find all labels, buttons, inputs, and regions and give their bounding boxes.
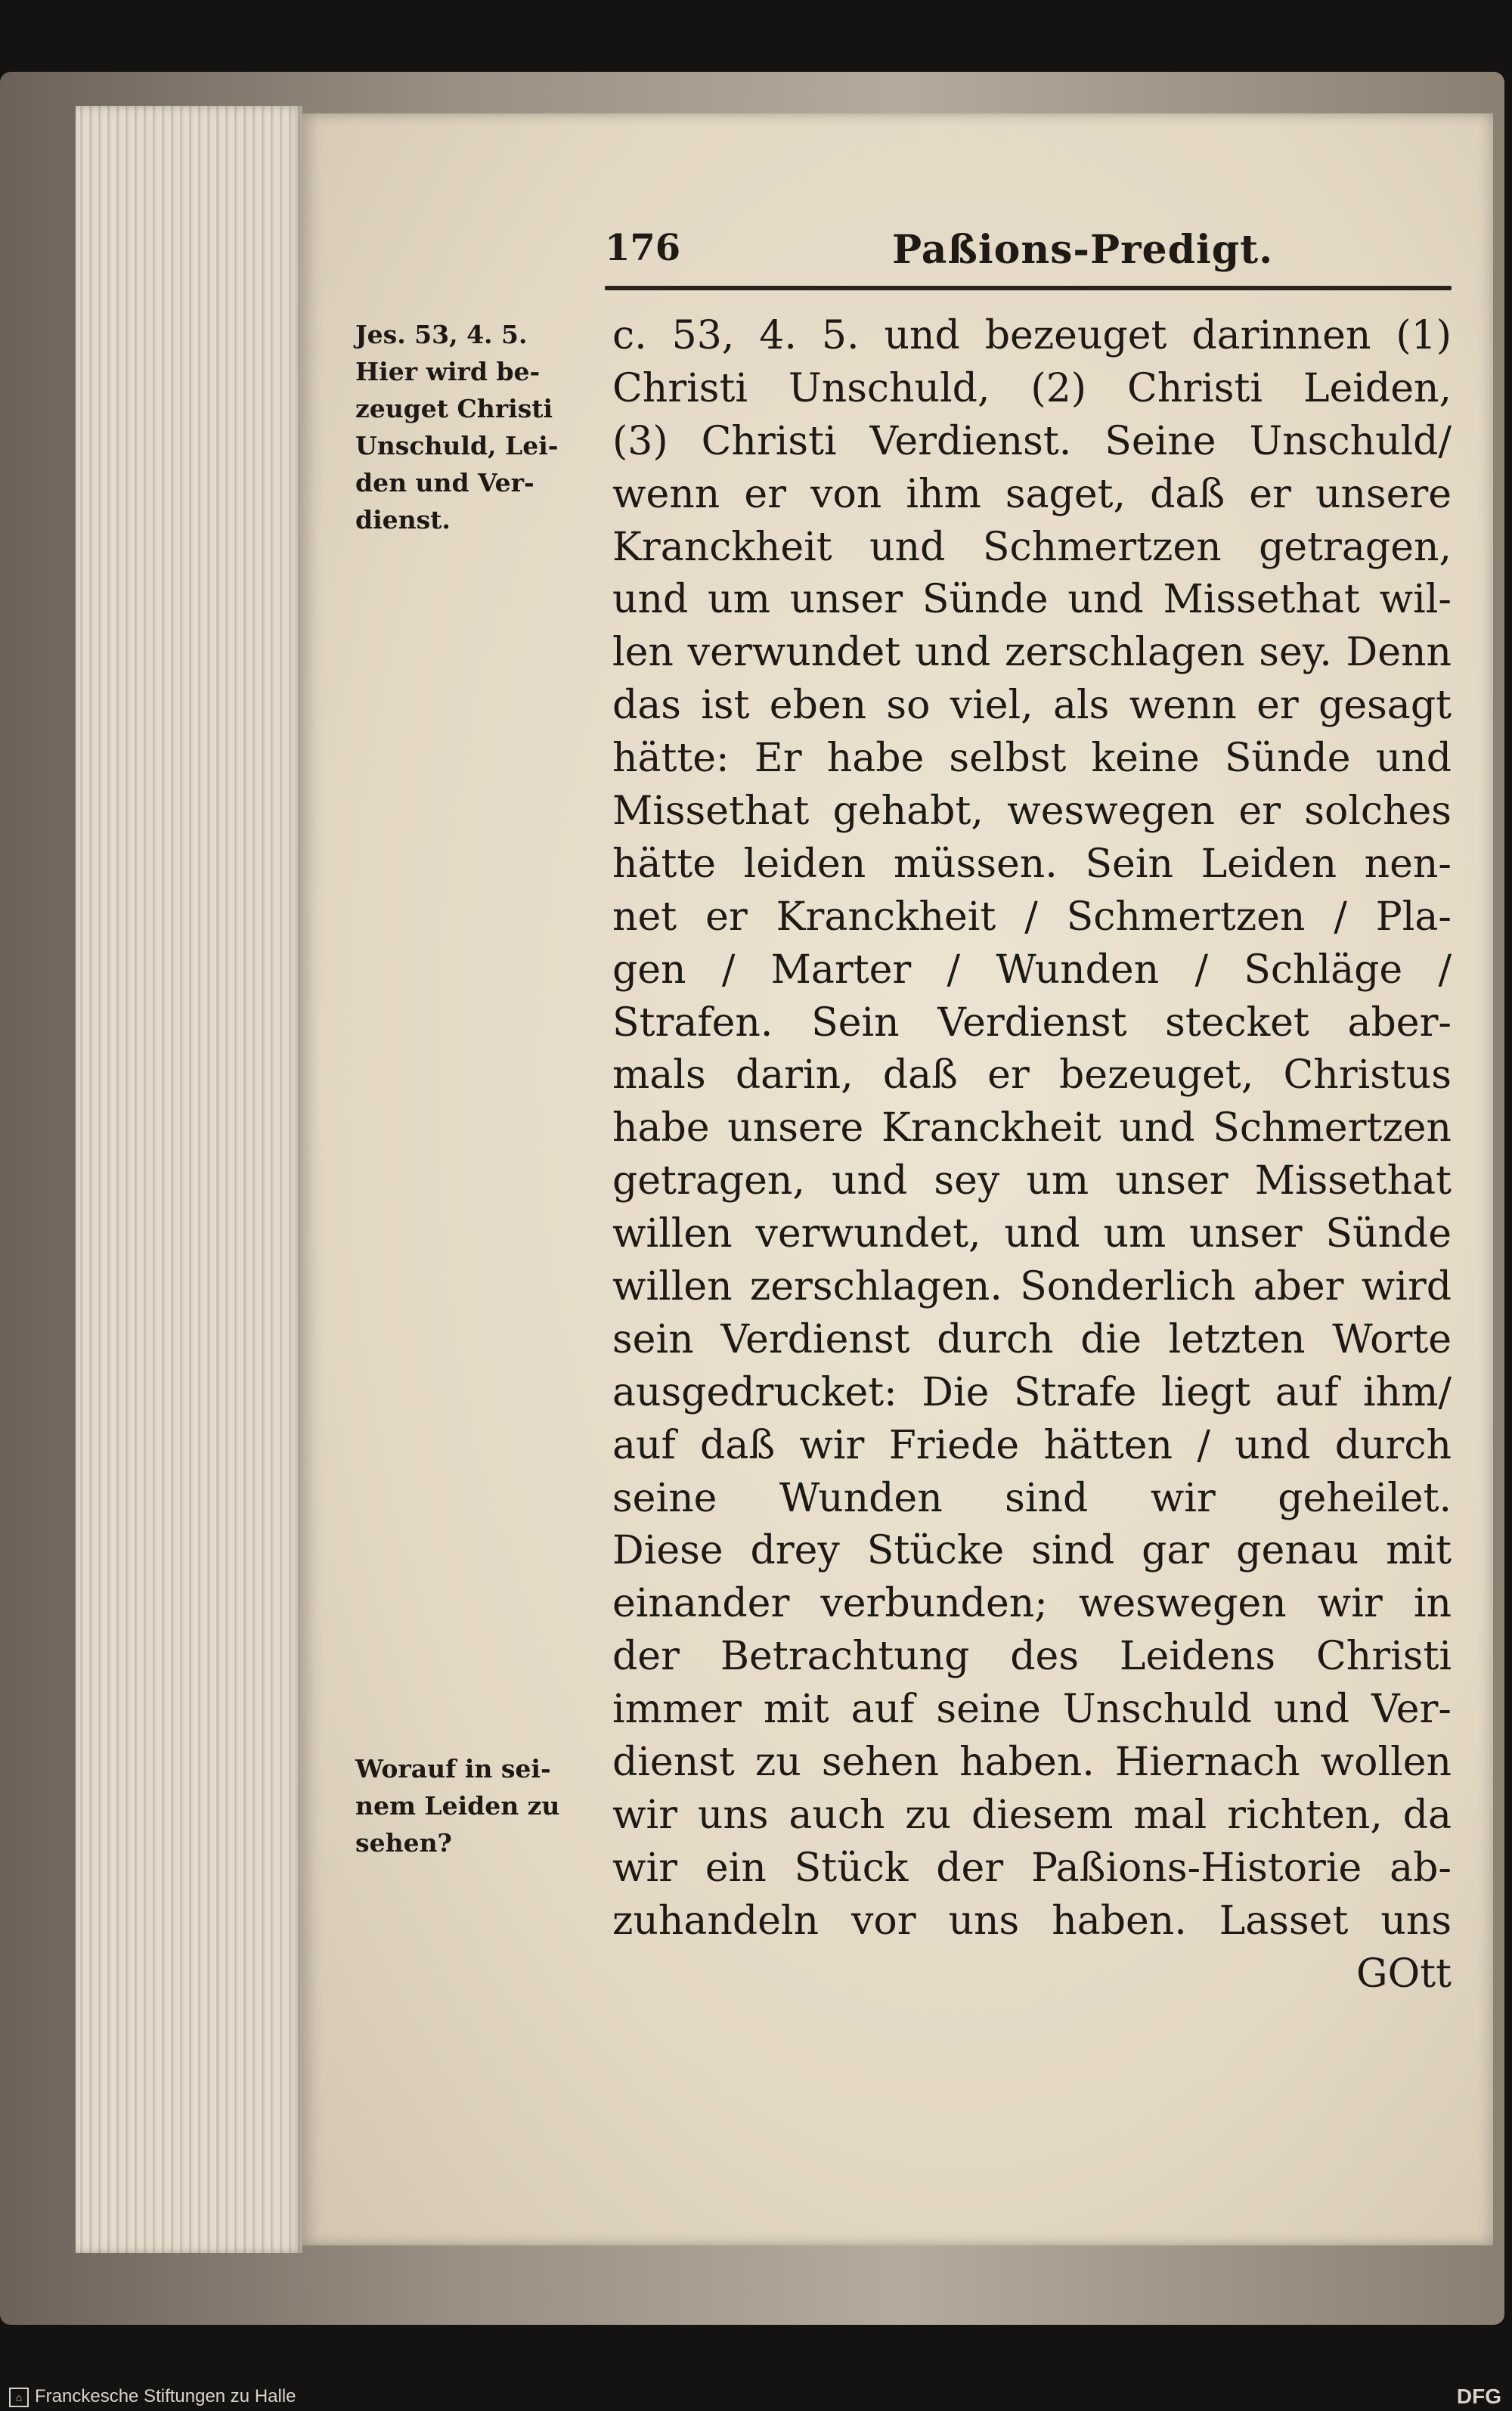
text-line-catchword: GOtt — [1356, 1951, 1452, 1997]
text-line: getragen, und sey um unser Missethat — [612, 1158, 1452, 1204]
text-line: auf daß wir Friede hätten / und durch — [612, 1422, 1452, 1468]
text-line: sein Verdienst durch die letzten Worte — [612, 1316, 1452, 1362]
margin-note-line: Worauf in sei- — [355, 1754, 551, 1783]
page-edges — [76, 106, 302, 2253]
text-line: willen zerschlagen. Sonderlich aber wird — [612, 1264, 1452, 1310]
text-line: wenn er von ihm saget, daß er unsere — [612, 471, 1452, 517]
text-line: Diese drey Stücke sind gar genau mit — [612, 1528, 1452, 1574]
text-line: (3) Christi Verdienst. Seine Unschuld/ — [612, 418, 1452, 464]
text-line: Strafen. Sein Verdienst stecket aber- — [612, 999, 1452, 1046]
margin-note-line: dienst. — [355, 505, 451, 535]
page-number: 176 — [605, 227, 681, 269]
institution-logo-icon: ⌂ — [9, 2388, 29, 2407]
text-line: dienst zu sehen haben. Hiernach wollen — [612, 1740, 1452, 1786]
text-line: habe unsere Kranckheit und Schmertzen — [612, 1105, 1452, 1151]
text-line: willen verwundet, und um unser Sünde — [612, 1211, 1452, 1257]
margin-note-1 — [355, 316, 590, 538]
margin-note-line: Unschuld, Lei- — [355, 431, 559, 460]
footer-funder: DFG — [1456, 2385, 1501, 2408]
body-text — [612, 310, 1452, 2001]
text-line: Christi Unschuld, (2) Christi Leiden, — [612, 365, 1452, 411]
margin-note-line: zeuget Christi — [355, 394, 553, 423]
text-line: Kranckheit und Schmertzen getragen, — [612, 524, 1452, 570]
text-line: wir ein Stück der Paßions-Historie ab- — [612, 1845, 1452, 1891]
text-line: c. 53, 4. 5. und bezeuget darinnen (1) — [612, 313, 1452, 358]
text-line: und um unser Sünde und Missethat wil- — [612, 577, 1452, 623]
margin-note-line: sehen? — [355, 1828, 452, 1858]
text-line: ausgedrucket: Die Strafe liegt auf ihm/ — [612, 1369, 1452, 1415]
text-line: einander verbunden; weswegen wir in — [612, 1581, 1452, 1627]
text-line: mals darin, daß er bezeuget, Christus — [612, 1052, 1452, 1099]
text-line: immer mit auf seine Unschuld und Ver- — [612, 1687, 1452, 1733]
margin-note-line: den und Ver- — [355, 468, 534, 497]
text-line: hätte: Er habe selbst keine Sünde und — [612, 736, 1452, 782]
margin-note-2 — [355, 1750, 590, 1861]
page-header — [605, 219, 1452, 287]
margin-note-line: Hier wird be- — [355, 357, 541, 386]
running-title: Paßions-Predigt. — [892, 227, 1274, 273]
text-line: wir uns auch zu diesem mal richten, da — [612, 1792, 1452, 1838]
header-rule — [605, 286, 1452, 290]
footer-bar — [0, 2382, 1512, 2411]
margin-note-line: Jes. 53, 4. 5. — [355, 320, 528, 349]
text-line: hätte leiden müssen. Sein Leiden nen- — [612, 841, 1452, 887]
text-line: seine Wunden sind wir geheilet. — [612, 1475, 1452, 1521]
text-line: net er Kranckheit / Schmertzen / Pla- — [612, 894, 1452, 940]
text-line: zuhandeln vor uns haben. Lasset uns — [612, 1898, 1452, 1944]
margin-note-line: nem Leiden zu — [355, 1791, 560, 1821]
text-line: len verwundet und zerschlagen sey. Denn — [612, 630, 1452, 676]
text-line: das ist eben so viel, als wenn er gesagt — [612, 683, 1452, 729]
text-line: gen / Marter / Wunden / Schläge / — [612, 947, 1452, 993]
footer-credit: Franckesche Stiftungen zu Halle — [35, 2386, 296, 2406]
text-line: Missethat gehabt, weswegen er solches — [612, 789, 1452, 835]
text-line: der Betrachtung des Leidens Christi — [612, 1634, 1452, 1680]
